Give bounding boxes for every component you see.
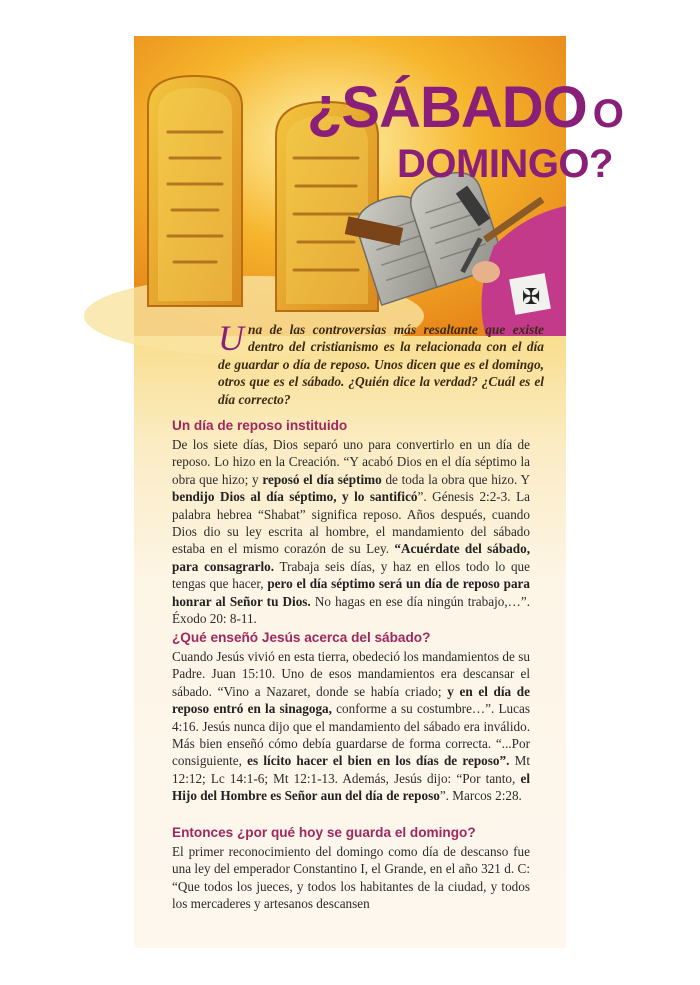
intro-paragraph <box>218 318 544 408</box>
section-why-sunday <box>172 824 530 913</box>
text-run: de toda la obra que hizo. Y <box>381 471 531 487</box>
svg-text:✠: ✠ <box>522 285 541 310</box>
section-heading: Un día de reposo instituido <box>172 418 348 433</box>
title-line-1 <box>307 75 623 144</box>
hero-illustration <box>134 36 623 336</box>
intro-text: na de las controversias más resaltante que existe dentro del cristianismo es la relacionada con el día de guardar o día de reposo. Unos dicen que es el domingo, otros que es el sábado. ¿Quién dice la verdad? ¿Cuál es el día correcto? <box>218 322 544 407</box>
bold-run: el Hijo del Hombre es Señor aun del día de reposo <box>172 770 530 804</box>
bold-run: es lícito hacer el bien en los días de reposo”. <box>247 753 510 769</box>
bold-run: pero el día séptimo será un día de reposo para honrar al Señor tu Dios. <box>172 576 530 609</box>
text-run: Trabaja seis días, y haz en ellos todo lo que tengas que hacer, <box>172 558 530 592</box>
bold-run: y en el día de reposo entró en la sinagoga, <box>172 683 530 717</box>
section-body <box>172 843 530 913</box>
intro-dropcap: U <box>218 318 244 358</box>
section-heading: Entonces ¿por qué hoy se guarda el domingo? <box>172 825 476 840</box>
section-day-of-rest <box>172 417 530 627</box>
text-run: conforme a su costumbre…”. Lucas 4:16. Jesús nunca dijo que el mandamiento del sábado era inválido. Más bien enseñó cómo debía guardarse de forma correcta. “...Por consiguiente, <box>172 701 530 769</box>
text-run: ”. Génesis 2:2-3. La palabra hebrea “Shabat” significa reposo. Años después, cuando Dios dio su ley escrita al hombre, el mandamiento del sábado estaba en el mismo corazón de su Ley. <box>172 489 530 557</box>
tract-page <box>134 36 623 948</box>
bold-run: bendijo Dios al día séptimo, y lo santificó <box>172 489 418 505</box>
text-run: ”. Marcos 2:28. <box>439 788 522 804</box>
bold-run: “Acuérdate del sábado, para consagrarlo. <box>172 541 531 574</box>
text-run: Cuando Jesús vivió en esta tierra, obedeció los mandamientos de su Padre. Juan 15:10. Uno de esos mandamientos era descansar el sábado. “Vino a Nazaret, donde se había criado; <box>172 649 530 699</box>
text-run: De los siete días, Dios separó uno para convertirlo en un día de reposo. Lo hizo en la Creación. “Y acabó Dios en el día séptimo la obra que hizo; y <box>172 437 530 487</box>
section-body <box>172 436 530 627</box>
bold-run: reposó el día séptimo <box>262 471 382 487</box>
section-heading: ¿Qué enseñó Jesús acerca del sábado? <box>172 630 431 645</box>
section-body <box>172 648 530 805</box>
text-run: El primer reconocimiento del domingo como día de descanso fue una ley del emperador Constantino I, el Grande, en el año 321 d. C: “Que todos los jueces, y todos los habitantes de la ciudad, y todos los mercaderes y artesanos descansen <box>172 844 530 912</box>
title-connector: O <box>592 92 623 136</box>
section-jesus-teaching <box>172 629 530 805</box>
text-run: Mt 12:12; Lc 14:1-6; Mt 12:1-13. Además, Jesús dijo: “Por tanto, <box>172 753 530 786</box>
text-run: No hagas en ese día ningún trabajo,…”. Éxodo 20: 8-11. <box>172 593 530 627</box>
title-domingo: DOMINGO? <box>397 142 613 186</box>
title-sabado: ¿SÁBADO <box>307 75 587 140</box>
